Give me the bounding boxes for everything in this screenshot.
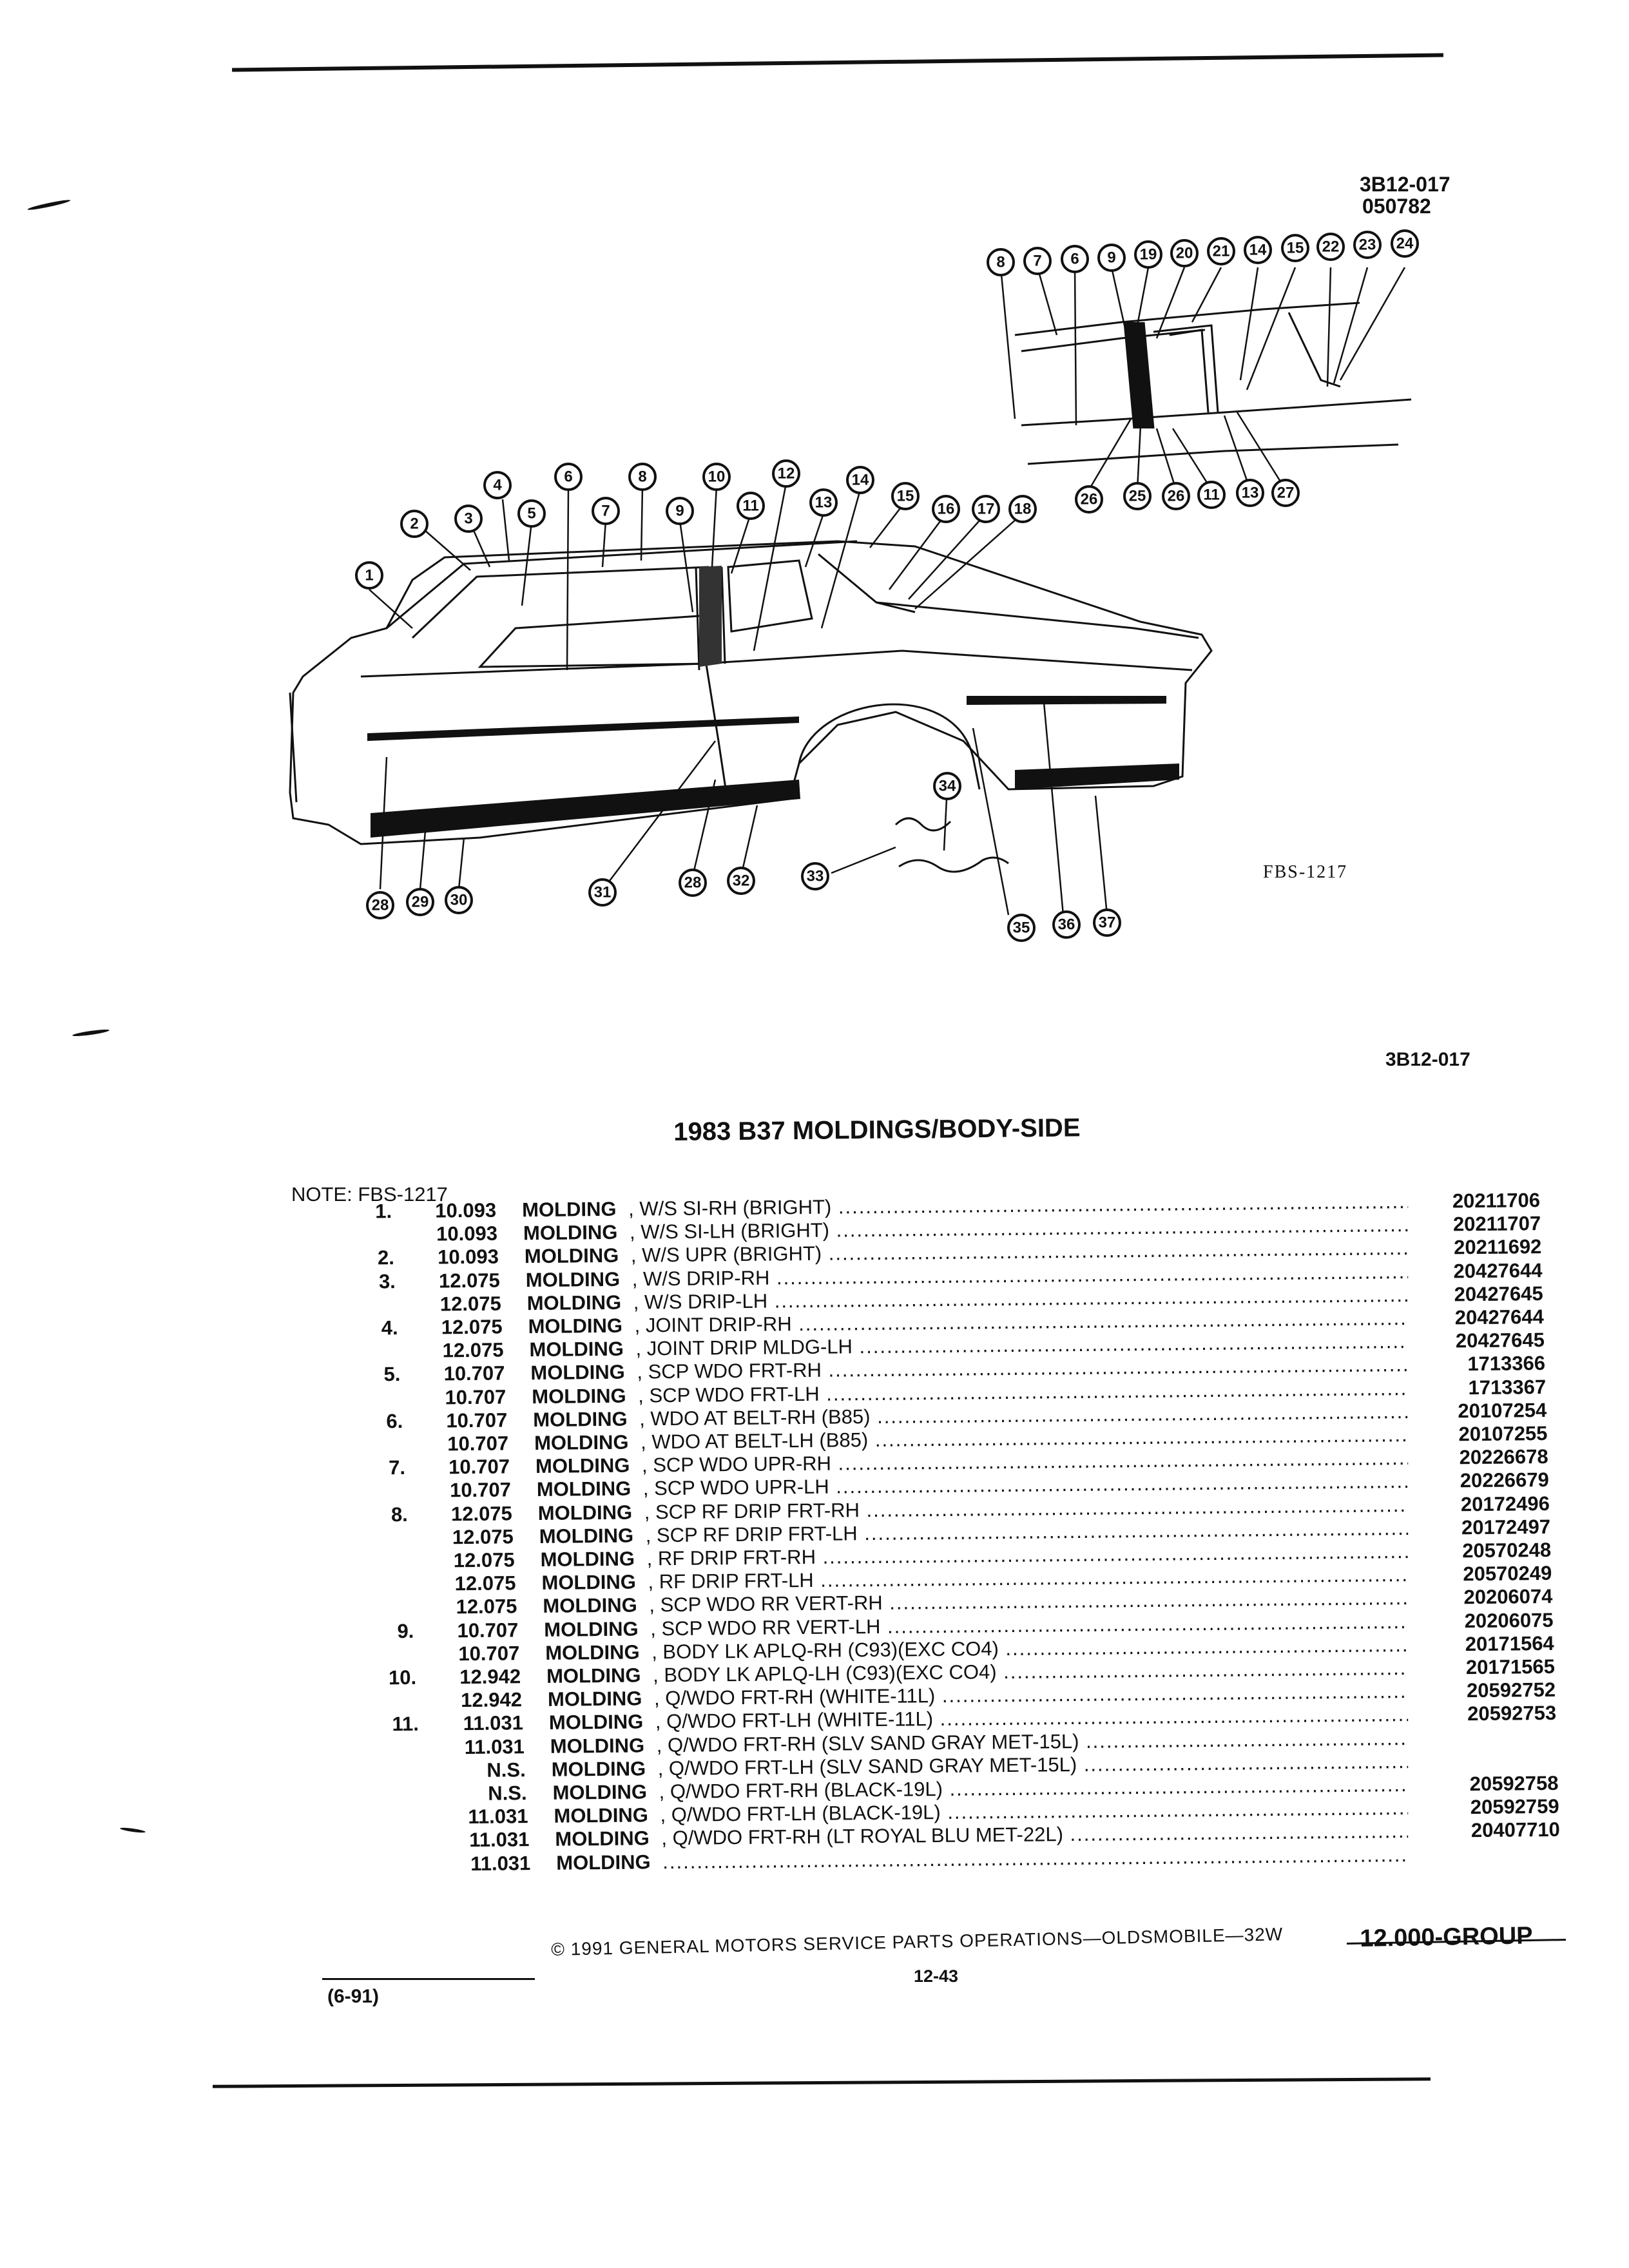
part-index: 2. — [377, 1246, 395, 1269]
svg-text:13: 13 — [1241, 484, 1259, 502]
part-group-number: 12.075 — [456, 1595, 517, 1619]
callout-15 — [892, 483, 918, 509]
trunk-line — [876, 602, 1199, 638]
part-index — [355, 1479, 407, 1480]
part-group-number: 12.075 — [439, 1292, 501, 1316]
part-description: , SCP WDO UPR-LH ..... — [643, 1470, 1408, 1500]
part-number: 20171564 — [1465, 1631, 1554, 1655]
part-name: MOLDING — [536, 1477, 631, 1501]
part-group-number: 10.707 — [446, 1408, 508, 1432]
svg-text:7: 7 — [1033, 252, 1042, 270]
part-description: , WDO AT BELT-RH (B85) ..... — [639, 1400, 1408, 1430]
part-name: MOLDING — [551, 1757, 646, 1781]
part-name: MOLDING — [524, 1244, 619, 1268]
callout-3 — [456, 506, 481, 532]
part-description: , SCP RF DRIP FRT-RH ..... — [644, 1494, 1409, 1524]
part-index: 9. — [397, 1619, 414, 1642]
part-name: MOLDING — [521, 1197, 617, 1222]
part-group-number: 10.093 — [437, 1245, 499, 1269]
part-name: MOLDING — [539, 1524, 634, 1548]
svg-text:17: 17 — [977, 500, 995, 518]
svg-text:31: 31 — [593, 883, 612, 901]
part-description — [662, 1843, 1408, 1874]
part-number: 1713366 — [1467, 1352, 1546, 1376]
svg-text:18: 18 — [1014, 500, 1032, 518]
body-side-moldings-diagram — [0, 0, 1629, 1005]
diagram-date: 050782 — [1362, 195, 1431, 218]
part-number: 20427645 — [1454, 1282, 1543, 1306]
inset-callout-8 — [988, 249, 1014, 275]
inset-callout-23 — [1354, 232, 1380, 258]
part-number: 20171565 — [1465, 1655, 1556, 1679]
callout-9 — [667, 498, 693, 524]
page-title: 1983 B37 MOLDINGS/BODY-SIDE — [673, 1113, 1081, 1146]
svg-text:6: 6 — [564, 468, 573, 486]
windshield-inner — [412, 567, 709, 638]
part-group-number: 11.031 — [463, 1711, 524, 1735]
part-group-number: 10.707 — [443, 1361, 505, 1385]
part-description: , WDO AT BELT-LH (B85) ..... — [641, 1423, 1408, 1454]
part-number: 20592752 — [1466, 1678, 1556, 1702]
svg-text:35: 35 — [1012, 919, 1030, 937]
part-number: 20427644 — [1454, 1305, 1544, 1329]
part-number: 20592758 — [1469, 1771, 1559, 1796]
svg-text:2: 2 — [410, 515, 419, 533]
part-group-number: 12.075 — [442, 1338, 504, 1362]
part-description: , SCP WDO RR VERT-LH ..... — [650, 1610, 1408, 1640]
svg-text:26: 26 — [1167, 487, 1185, 505]
bottom-rule — [213, 2077, 1431, 2088]
svg-text:36: 36 — [1057, 916, 1075, 934]
callout-17 — [973, 496, 999, 522]
part-index — [363, 1643, 415, 1644]
part-description: , RF DRIP FRT-RH ..... — [646, 1540, 1408, 1570]
svg-text:37: 37 — [1098, 914, 1116, 932]
part-number — [1432, 1841, 1561, 1843]
inset-callout-22 — [1318, 234, 1344, 260]
figure-ref: FBS-1217 — [1263, 862, 1348, 882]
part-description: , Q/WDO FRT-RH (LT ROYAL BLU MET-22L) ..... — [661, 1820, 1408, 1850]
part-name: MOLDING — [525, 1267, 621, 1291]
part-group-number: 12.075 — [438, 1269, 500, 1293]
svg-text:5: 5 — [527, 505, 536, 523]
part-description: , BODY LK APLQ-RH (C93)(EXC CO4) ..... — [651, 1633, 1408, 1664]
svg-text:23: 23 — [1358, 236, 1376, 254]
part-name: MOLDING — [528, 1314, 623, 1338]
part-number: 20206075 — [1464, 1608, 1554, 1632]
part-name: MOLDING — [534, 1430, 629, 1455]
svg-text:12: 12 — [777, 465, 795, 483]
svg-text:27: 27 — [1277, 484, 1295, 502]
footer-copyright: © 1991 GENERAL MOTORS SERVICE PARTS OPERATIONS—OLDSMOBILE—32W — [551, 1924, 1284, 1959]
part-group-number: 11.031 — [468, 1805, 528, 1829]
svg-text:34: 34 — [938, 777, 956, 795]
part-description: , W/S DRIP-LH ..... — [633, 1283, 1409, 1314]
part-description: , BODY LK APLQ-LH (C93)(EXC CO4) ..... — [653, 1657, 1408, 1687]
svg-text:11: 11 — [1203, 486, 1220, 504]
inset-callout-11 — [1199, 482, 1224, 508]
part-index: 10. — [388, 1666, 417, 1689]
body-side-molding-rear — [967, 696, 1166, 705]
svg-text:29: 29 — [411, 893, 429, 911]
scan-mark — [120, 1827, 146, 1834]
part-group-number: 10.707 — [458, 1642, 520, 1665]
part-group-number: 10.707 — [448, 1455, 510, 1479]
part-index — [358, 1526, 409, 1527]
part-name: MOLDING — [526, 1291, 622, 1314]
part-group-number: 12.075 — [450, 1501, 512, 1525]
part-name: MOLDING — [541, 1570, 637, 1595]
callout-group-inset — [988, 231, 1418, 512]
callout-35 — [1008, 915, 1034, 941]
svg-text:30: 30 — [450, 891, 468, 909]
part-description: , W/S DRIP-RH ..... — [632, 1260, 1409, 1291]
inset-callout-20 — [1171, 240, 1197, 266]
part-name: MOLDING — [523, 1220, 618, 1245]
callout-28a — [367, 892, 393, 918]
callout-30 — [446, 887, 472, 913]
part-number: 20107254 — [1458, 1398, 1547, 1423]
part-number: 20407710 — [1470, 1818, 1560, 1842]
inset-callout-24 — [1392, 231, 1418, 256]
inset-callout-15 — [1282, 235, 1308, 261]
part-name: MOLDING — [546, 1664, 641, 1687]
part-name: MOLDING — [543, 1593, 637, 1618]
svg-text:9: 9 — [675, 502, 684, 520]
footer-page-number: 12-43 — [914, 1966, 959, 1986]
part-name: MOLDING — [529, 1337, 624, 1361]
roof-line — [387, 541, 857, 628]
part-index: 1. — [375, 1200, 392, 1223]
part-group-number: 11.031 — [464, 1735, 525, 1758]
svg-text:8: 8 — [996, 253, 1005, 271]
svg-text:15: 15 — [896, 487, 914, 505]
part-group-number: 10.707 — [445, 1385, 506, 1408]
inset-diagram — [1015, 303, 1411, 464]
part-number: 20172496 — [1460, 1492, 1550, 1515]
part-index: 11. — [392, 1713, 419, 1736]
part-index — [345, 1293, 397, 1294]
callout-10 — [704, 464, 729, 490]
part-description: , W/S SI-RH (BRIGHT) ..... — [628, 1190, 1408, 1221]
part-description: , SCP WDO RR VERT-RH ..... — [649, 1586, 1408, 1617]
footer-revision: (6-91) — [327, 1986, 380, 2007]
part-description: , SCP WDO FRT-RH ..... — [637, 1353, 1408, 1383]
part-name: MOLDING — [532, 1384, 626, 1408]
svg-text:9: 9 — [1107, 249, 1116, 267]
part-name: MOLDING — [537, 1501, 633, 1524]
callout-11 — [738, 493, 764, 519]
part-name: MOLDING — [535, 1454, 630, 1478]
part-name: MOLDING — [556, 1850, 651, 1874]
part-description: , W/S SI-LH (BRIGHT) ..... — [630, 1213, 1408, 1244]
footer-group: 12.000-GROUP — [1360, 1922, 1533, 1952]
svg-text:14: 14 — [851, 471, 869, 489]
front-window — [480, 615, 709, 667]
callout-32 — [728, 868, 754, 894]
inset-callout-19 — [1135, 242, 1161, 267]
callout-4 — [485, 472, 510, 498]
inset-callout-6 — [1062, 246, 1088, 272]
window-molding — [699, 566, 722, 667]
part-group-number: N.S. — [488, 1782, 527, 1805]
door-seam — [706, 660, 728, 805]
part-group-number: 12.075 — [453, 1548, 515, 1572]
part-number: 1713367 — [1468, 1375, 1547, 1399]
svg-text:10: 10 — [708, 468, 726, 486]
callout-34 — [934, 773, 960, 799]
part-group-number: 12.075 — [452, 1525, 514, 1549]
part-name: MOLDING — [547, 1687, 642, 1711]
part-number — [1428, 1725, 1557, 1726]
section-code: 3B12-017 — [1385, 1049, 1470, 1070]
svg-text:24: 24 — [1396, 235, 1414, 253]
part-group-number: 11.031 — [469, 1828, 530, 1852]
part-index: 3. — [378, 1269, 396, 1293]
part-number: 20211692 — [1453, 1235, 1542, 1259]
part-name: MOLDING — [552, 1780, 648, 1804]
part-number: 20592753 — [1467, 1702, 1557, 1725]
svg-text:11: 11 — [742, 497, 759, 515]
part-number: 20570249 — [1463, 1562, 1552, 1586]
callout-6 — [555, 464, 581, 490]
callout-28b — [680, 870, 706, 896]
callout-16 — [933, 496, 959, 522]
part-index — [372, 1806, 423, 1807]
inset-callout-26a — [1076, 486, 1102, 512]
part-index — [352, 1433, 404, 1434]
part-group-number: 12.942 — [461, 1688, 523, 1712]
part-number — [1429, 1749, 1557, 1750]
part-name: MOLDING — [530, 1361, 625, 1385]
part-group-number: 12.942 — [459, 1665, 521, 1689]
part-group-number: 12.075 — [454, 1571, 516, 1595]
svg-text:22: 22 — [1322, 238, 1340, 256]
part-number: 20206074 — [1463, 1585, 1553, 1609]
svg-text:6: 6 — [1070, 250, 1079, 268]
svg-text:15: 15 — [1286, 239, 1304, 257]
part-index: 4. — [381, 1316, 398, 1340]
part-name: MOLDING — [548, 1710, 644, 1735]
note-text: NOTE: FBS-1217 — [291, 1183, 448, 1206]
inset-callout-14 — [1245, 237, 1271, 263]
callout-37 — [1094, 910, 1120, 936]
part-number: 20211707 — [1452, 1212, 1541, 1236]
svg-text:8: 8 — [638, 468, 647, 486]
svg-text:20: 20 — [1175, 244, 1193, 262]
part-name: MOLDING — [554, 1803, 649, 1827]
svg-text:13: 13 — [815, 494, 833, 512]
rocker-molding — [371, 780, 800, 838]
part-index — [342, 1223, 393, 1224]
svg-text:19: 19 — [1139, 245, 1157, 264]
part-name: MOLDING — [540, 1547, 635, 1571]
part-group-number: 10.707 — [447, 1432, 509, 1456]
part-description: , Q/WDO FRT-RH (BLACK-19L) ..... — [659, 1773, 1408, 1803]
callout-12 — [773, 461, 799, 486]
inset-callout-21 — [1208, 238, 1234, 264]
part-number: 20211706 — [1452, 1189, 1541, 1213]
part-index — [361, 1596, 412, 1597]
callout-33 — [802, 863, 828, 889]
inset-callout-9 — [1099, 245, 1124, 271]
part-index — [374, 1852, 426, 1853]
part-name: MOLDING — [555, 1827, 650, 1851]
part-number: 20592759 — [1470, 1794, 1559, 1819]
part-description: , Q/WDO FRT-LH (WHITE-11L) ..... — [655, 1703, 1408, 1733]
inset-callout-25 — [1124, 483, 1150, 509]
body-side-molding-front — [367, 716, 799, 741]
svg-text:16: 16 — [937, 500, 955, 518]
part-description: , Q/WDO FRT-RH (SLV SAND GRAY MET-15L) ..... — [657, 1727, 1409, 1757]
part-index: 6. — [386, 1409, 403, 1433]
part-number: 20226678 — [1459, 1445, 1548, 1469]
part-group-number: 12.075 — [441, 1315, 503, 1339]
svg-text:25: 25 — [1128, 487, 1146, 505]
rear-pillar — [818, 554, 915, 612]
svg-text:28: 28 — [684, 874, 702, 892]
inset-callout-7 — [1025, 248, 1050, 274]
callout-5 — [519, 501, 545, 526]
part-description: , Q/WDO FRT-LH (BLACK-19L) ..... — [660, 1796, 1408, 1827]
part-group-number: 10.707 — [449, 1478, 512, 1502]
part-index: 5. — [383, 1363, 401, 1386]
part-description: , SCP WDO FRT-LH ..... — [638, 1377, 1408, 1407]
part-index: 7. — [389, 1456, 406, 1479]
svg-text:4: 4 — [493, 476, 502, 494]
svg-text:3: 3 — [464, 510, 473, 528]
callout-7 — [593, 498, 619, 524]
part-number: 20427645 — [1455, 1329, 1545, 1352]
part-description: , Q/WDO FRT-LH (SLV SAND GRAY MET-15L) ..... — [658, 1750, 1409, 1780]
svg-text:7: 7 — [601, 502, 610, 520]
belt-line — [361, 651, 1192, 677]
part-index — [366, 1689, 418, 1690]
footer-rule-left — [322, 1978, 535, 1980]
callout-18 — [1010, 496, 1036, 522]
callout-14 — [847, 467, 873, 493]
callout-29 — [407, 889, 433, 915]
svg-text:33: 33 — [806, 867, 824, 885]
part-description: , SCP RF DRIP FRT-LH ..... — [646, 1517, 1409, 1547]
part-index: 8. — [390, 1503, 408, 1526]
callout-13 — [811, 490, 836, 515]
inset-callout-13 — [1237, 480, 1263, 506]
part-group-number: 10.093 — [435, 1198, 497, 1222]
part-number: 20570248 — [1462, 1538, 1552, 1562]
diagram-code: 3B12-017 — [1360, 173, 1451, 196]
svg-text:21: 21 — [1212, 242, 1230, 260]
part-group-number: 10.093 — [436, 1222, 498, 1245]
part-number: 20427644 — [1453, 1258, 1543, 1282]
part-description: , Q/WDO FRT-RH (WHITE-11L) ..... — [654, 1680, 1408, 1710]
part-index — [373, 1829, 425, 1830]
part-number: 20172497 — [1461, 1515, 1551, 1539]
part-description: , W/S UPR (BRIGHT) ..... — [631, 1236, 1408, 1267]
svg-text:32: 32 — [732, 872, 750, 890]
part-description: , JOINT DRIP MLDG-LH ..... — [635, 1330, 1408, 1361]
part-number: 20226679 — [1460, 1468, 1549, 1492]
part-name: MOLDING — [544, 1617, 639, 1641]
part-number: 20107255 — [1458, 1421, 1548, 1446]
part-group-number: 11.031 — [470, 1851, 531, 1875]
part-name: MOLDING — [533, 1407, 628, 1431]
part-description: , JOINT DRIP-RH ..... — [634, 1307, 1408, 1338]
part-description: , RF DRIP FRT-LH ..... — [648, 1563, 1408, 1593]
callout-36 — [1054, 912, 1079, 937]
inset-callout-27 — [1273, 480, 1298, 506]
svg-text:28: 28 — [371, 896, 389, 914]
callout-31 — [590, 879, 615, 905]
svg-text:26: 26 — [1080, 490, 1098, 508]
part-name: MOLDING — [545, 1640, 640, 1664]
svg-text:14: 14 — [1249, 241, 1267, 259]
callout-2 — [401, 511, 427, 537]
callout-1 — [356, 562, 382, 588]
inset-callout-26b — [1163, 483, 1189, 509]
svg-text:1: 1 — [365, 566, 374, 584]
part-group-number: N.S. — [487, 1758, 526, 1782]
scan-mark — [72, 1028, 110, 1037]
part-group-number: 10.707 — [457, 1618, 519, 1642]
part-name: MOLDING — [550, 1733, 645, 1758]
callout-8 — [630, 464, 655, 490]
part-description: , SCP WDO UPR-RH ..... — [642, 1446, 1408, 1477]
